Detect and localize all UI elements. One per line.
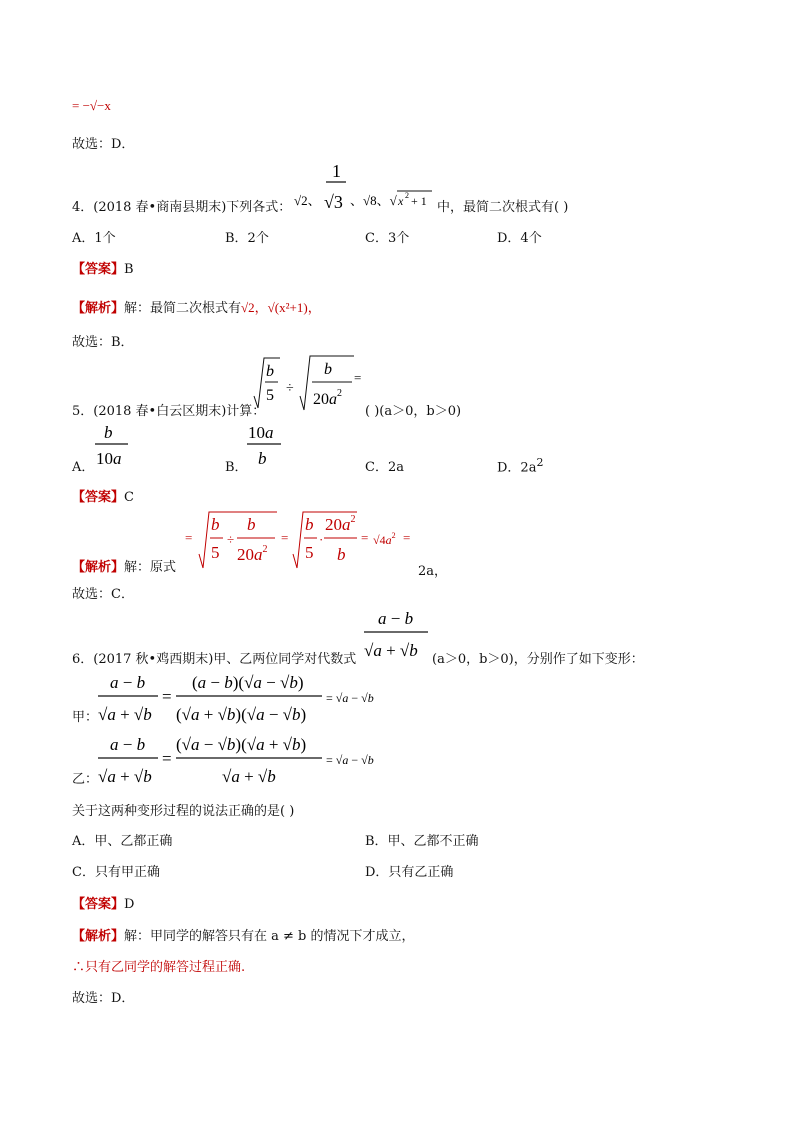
q6-option-d: D．只有乙正确: [365, 865, 454, 880]
svg-text:·: ·: [319, 532, 324, 547]
q6-conclusion: ∴只有乙同学的解答过程正确.: [72, 960, 246, 975]
q4-option-c: C．3个: [365, 231, 410, 246]
svg-text:√a + √b: √a + √b: [98, 705, 152, 724]
svg-text:b: b: [211, 515, 220, 534]
svg-text:=: =: [403, 530, 411, 545]
svg-text:b: b: [247, 515, 256, 534]
q5-option-d: D．$2a^2$: [497, 456, 544, 476]
svg-text:=: =: [354, 370, 362, 385]
q4-analysis-row: [72, 297, 321, 316]
svg-text:10a: 10a: [96, 449, 122, 468]
svg-text:=: =: [185, 530, 193, 545]
svg-text:2: 2: [405, 191, 409, 200]
q4-stem-prefix: 4．(2018 春•商南县期末)下列各式：: [72, 200, 292, 215]
svg-text:、√8、√: 、√8、√: [350, 193, 397, 208]
answer-label: 【答案】: [72, 262, 125, 277]
q6-option-c: C．只有甲正确: [72, 865, 160, 880]
q6-jia-label: 甲：: [72, 710, 99, 725]
q4-option-a: A．1个: [72, 231, 116, 246]
analysis-label: 【解析】: [72, 301, 125, 316]
q4-choose: 故选：B．: [72, 335, 134, 350]
q5-option-a-frac: [92, 420, 132, 468]
svg-text:√2、: √2、: [294, 193, 321, 208]
svg-text:+ 1: + 1: [411, 194, 427, 208]
svg-text:= √a − √b: = √a − √b: [326, 753, 374, 767]
svg-text:5: 5: [266, 387, 274, 404]
top-formula: = −√−x: [72, 98, 111, 113]
q4-stem-suffix: 中，最简二次根式有( ): [437, 200, 569, 215]
q6-answer-row: [72, 893, 134, 912]
svg-text:20a2: $20a^2$: [325, 514, 356, 534]
q6-stem-prefix: 6．(2017 秋•鸡西期末)甲、乙两位同学对代数式: [72, 652, 357, 667]
svg-text:(√a − √b)(√a + √b): (√a − √b)(√a + √b): [176, 735, 307, 754]
answer-label: 【答案】: [72, 897, 125, 912]
q5-stem-prefix: 5．(2018 春•白云区期末)计算：: [72, 404, 266, 419]
svg-text:÷: ÷: [227, 532, 235, 547]
q6-yi-label: 乙：: [72, 772, 99, 787]
svg-text:√a + √b: √a + √b: [222, 767, 276, 786]
q5-answer-row: [72, 486, 134, 505]
svg-text:5: 5: [305, 543, 314, 562]
q5-stem-expr: [250, 352, 370, 416]
svg-text:=: =: [162, 749, 172, 768]
q5-option-b-frac: [245, 420, 285, 468]
svg-text:√a + √b: √a + √b: [98, 767, 152, 786]
q6-jia-expr: [96, 668, 396, 726]
q6-choose: 故选：D．: [72, 991, 135, 1006]
svg-text:b: b: [104, 423, 113, 442]
q6-option-b: B．甲、乙都不正确: [365, 834, 479, 849]
svg-text:x: x: [398, 194, 404, 208]
svg-text:a − b: a − b: [110, 735, 146, 754]
svg-text:a − b: a − b: [110, 673, 146, 692]
q6-question: 关于这两种变形过程的说法正确的是( ): [72, 804, 295, 819]
svg-text:√4a2: $√4a^2$: [373, 531, 396, 547]
q4-analysis-math: √2，√(x²+1)，: [241, 300, 321, 315]
q6-stem-expr: [362, 604, 432, 664]
svg-text:=: =: [162, 687, 172, 706]
q6-analysis-row: [72, 925, 415, 944]
q4-option-d: D．4个: [497, 231, 542, 246]
q4-answer-value: B: [124, 262, 134, 277]
q5-answer-value: C: [124, 490, 134, 505]
svg-text:(√a + √b)(√a − √b): (√a + √b)(√a − √b): [176, 705, 307, 724]
top-choose: 故选：D．: [72, 137, 135, 152]
q4-option-b: B．2个: [225, 231, 269, 246]
svg-text:÷: ÷: [286, 381, 294, 396]
svg-text:b: b: [337, 545, 346, 564]
svg-text:5: 5: [211, 543, 220, 562]
q6-option-a: A．甲、乙都正确: [72, 834, 173, 849]
q5-analysis-expr: [185, 508, 435, 574]
q5-analysis-end: 2a，: [418, 564, 448, 579]
svg-text:(a − b)(√a − √b): (a − b)(√a − √b): [192, 673, 304, 692]
svg-text:b: b: [324, 361, 332, 378]
svg-text:20a2: $20a^2$: [237, 544, 268, 564]
q4-analysis-text: 解：最简二次根式有: [124, 301, 242, 316]
svg-text:a − b: a − b: [378, 609, 414, 628]
q5-option-c: C．2a: [365, 460, 404, 475]
svg-text:b: b: [258, 449, 267, 468]
q5-analysis-text: 解：原式: [124, 560, 177, 575]
svg-text:=: =: [281, 530, 289, 545]
q6-yi-expr: [96, 730, 396, 788]
q5-stem-suffix: ( )(a＞0，b＞0): [365, 404, 462, 419]
q6-answer-value: D: [124, 897, 135, 912]
q5-analysis-row: [72, 556, 176, 575]
svg-text:10a: 10a: [248, 423, 274, 442]
q6-analysis-text: 解：甲同学的解答只有在 a ≠ b 的情况下才成立，: [124, 929, 415, 944]
svg-text:b: b: [266, 363, 274, 380]
q4-frac-den: √3: [324, 192, 343, 212]
analysis-label: 【解析】: [72, 560, 125, 575]
svg-text:√a + √b: √a + √b: [364, 641, 418, 660]
q5-option-b-label: B．: [225, 460, 248, 475]
q6-stem-suffix: (a＞0，b＞0)，分别作了如下变形：: [432, 652, 644, 667]
svg-text:=: =: [361, 530, 369, 545]
q4-stem-math: [290, 158, 450, 218]
svg-text:b: b: [305, 515, 314, 534]
svg-text:20a2: $20a^2$: [313, 388, 342, 408]
q4-frac-num: 1: [332, 161, 341, 181]
answer-label: 【答案】: [72, 490, 125, 505]
q5-choose: 故选：C．: [72, 587, 134, 602]
q4-answer-row: [72, 258, 134, 277]
svg-text:= √a − √b: = √a − √b: [326, 691, 374, 705]
q5-option-a-label: A．: [72, 460, 95, 475]
analysis-label: 【解析】: [72, 929, 125, 944]
